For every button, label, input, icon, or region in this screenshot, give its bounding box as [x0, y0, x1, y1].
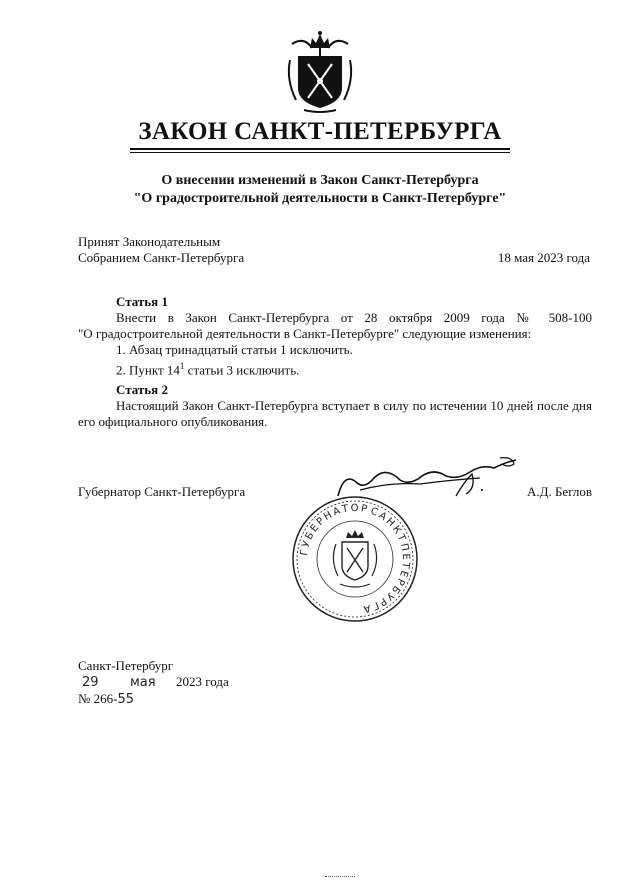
- article-1-item-2: [78, 358, 592, 378]
- title-rule-thick: [130, 148, 510, 150]
- article-1-intro-line-2: "О градостроительной деятельности в Санкт-Петербурге" следующие изменения:: [78, 326, 532, 341]
- title-rule-thin: [130, 152, 510, 153]
- item-2-prefix: 2. Пункт 14: [116, 362, 180, 378]
- adoption-block: [78, 234, 244, 266]
- law-title: ЗАКОН САНКТ-ПЕТЕРБУРГА: [138, 118, 502, 145]
- seal-text-top: САНКТ: [368, 505, 408, 545]
- article-2-heading: Статья 2: [116, 382, 168, 397]
- signing-city: Санкт-Петербург: [78, 658, 174, 673]
- article-1-item-1: 1. Абзац тринадцатый статьи 1 исключить.: [116, 342, 353, 357]
- signing-details: [78, 658, 229, 708]
- article-2-text-line-1: Настоящий Закон Санкт-Петербурга вступает в силу по истечении 10 дней после дня: [116, 398, 592, 413]
- article-2: [78, 382, 592, 430]
- law-number-prefix: № 266-: [78, 691, 118, 706]
- article-1: [78, 294, 592, 378]
- adoption-date: 18 мая 2023 года: [497, 250, 590, 265]
- law-subtitle: [0, 172, 640, 208]
- item-2-superscript: 1: [179, 361, 185, 371]
- signing-day: 29: [82, 675, 99, 690]
- seal-text-right: ПЕТЕРБУРГА: [360, 542, 412, 615]
- item-2-suffix: статьи 3 исключить.: [184, 362, 300, 378]
- article-1-intro-line-1: Внести в Закон Санкт-Петербурга от 28 октября 2009 года № 508-100: [116, 310, 592, 325]
- subtitle-line-1: О внесении изменений в Закон Санкт-Петербурга: [161, 173, 479, 188]
- governor-title: Губернатор Санкт-Петербурга: [78, 484, 246, 499]
- signing-date: [78, 674, 229, 691]
- law-number-handwritten: 55: [117, 692, 135, 707]
- seal-text-left: ГУБЕРНАТОР: [299, 502, 370, 557]
- coat-of-arms-emblem: [284, 30, 356, 114]
- article-2-text-line-2: его официального опубликования.: [78, 414, 268, 429]
- signing-month: мая: [130, 675, 156, 690]
- governor-name: А.Д. Беглов: [526, 484, 592, 499]
- subtitle-line-2: "О градостроительной деятельности в Санкт-Петербурге": [133, 191, 507, 206]
- adoption-line-1: Принят Законодательным: [78, 234, 221, 249]
- page-bottom-mark: [325, 876, 355, 878]
- article-1-heading: Статья 1: [116, 294, 168, 309]
- adoption-line-2: Собранием Санкт-Петербурга: [78, 250, 245, 265]
- governor-seal: [290, 494, 420, 624]
- signing-year: 2023 года: [176, 674, 229, 689]
- law-number: [78, 691, 229, 708]
